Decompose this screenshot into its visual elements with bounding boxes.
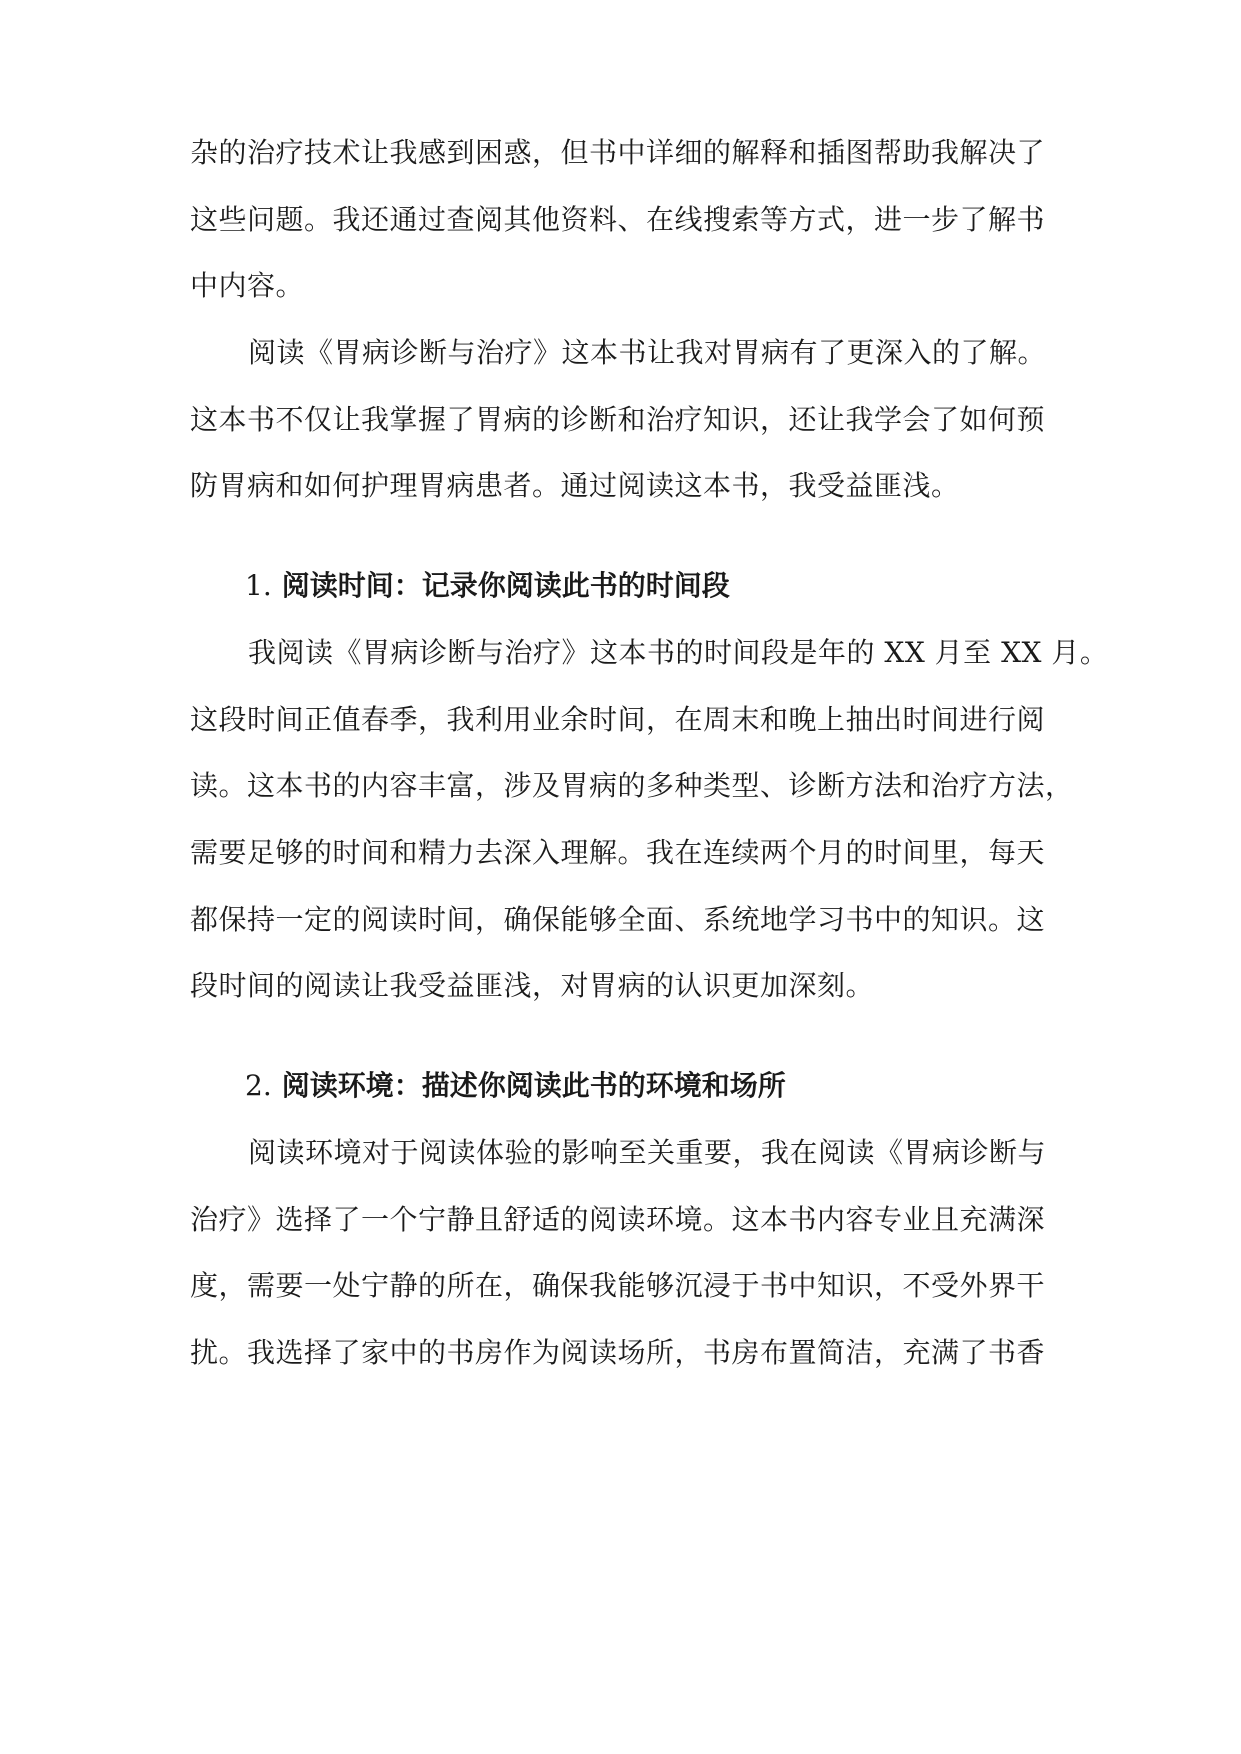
paragraph-line: 这些问题。我还通过查阅其他资料、在线搜索等方式，进一步了解书 bbox=[190, 203, 1046, 236]
paragraph-line: 防胃病和如何护理胃病患者。通过阅读这本书，我受益匪浅。 bbox=[190, 469, 960, 502]
paragraph-line: 都保持一定的阅读时间，确保能够全面、系统地学习书中的知识。这 bbox=[190, 903, 1046, 936]
paragraph-line: 读。这本书的内容丰富，涉及胃病的多种类型、诊断方法和治疗方法， bbox=[190, 769, 1074, 802]
paragraph-line: 阅读环境对于阅读体验的影响至关重要，我在阅读《胃病诊断与 bbox=[248, 1136, 1047, 1169]
paragraph-line: 扰。我选择了家中的书房作为阅读场所，书房布置简洁，充满了书香 bbox=[190, 1336, 1046, 1369]
section-title: 阅读环境：描述你阅读此书的环境和场所 bbox=[281, 1069, 786, 1102]
section-title: 阅读时间：记录你阅读此书的时间段 bbox=[281, 569, 730, 602]
section-number: 2. bbox=[245, 1069, 272, 1102]
paragraph-line: 中内容。 bbox=[190, 269, 305, 302]
section-heading-2 bbox=[245, 1066, 786, 1106]
paragraph-line: 这本书不仅让我掌握了胃病的诊断和治疗知识，还让我学会了如何预 bbox=[190, 403, 1046, 436]
paragraph-line: 需要足够的时间和精力去深入理解。我在连续两个月的时间里，每天 bbox=[190, 836, 1046, 869]
paragraph-line: 段时间的阅读让我受益匪浅，对胃病的认识更加深刻。 bbox=[190, 969, 875, 1002]
section-heading-1 bbox=[245, 566, 730, 606]
paragraph-line: 我阅读《胃病诊断与治疗》这本书的时间段是年的 XX 月至 XX 月。 bbox=[248, 636, 1109, 669]
paragraph-line: 这段时间正值春季，我利用业余时间，在周末和晚上抽出时间进行阅 bbox=[190, 703, 1046, 736]
section-number: 1. bbox=[245, 569, 272, 602]
paragraph-line: 治疗》选择了一个宁静且舒适的阅读环境。这本书内容专业且充满深 bbox=[190, 1203, 1046, 1236]
paragraph-line: 阅读《胃病诊断与治疗》这本书让我对胃病有了更深入的了解。 bbox=[248, 336, 1047, 369]
paragraph-line: 度，需要一处宁静的所在，确保我能够沉浸于书中知识，不受外界干 bbox=[190, 1269, 1046, 1302]
paragraph-line: 杂的治疗技术让我感到困惑，但书中详细的解释和插图帮助我解决了 bbox=[190, 136, 1046, 169]
